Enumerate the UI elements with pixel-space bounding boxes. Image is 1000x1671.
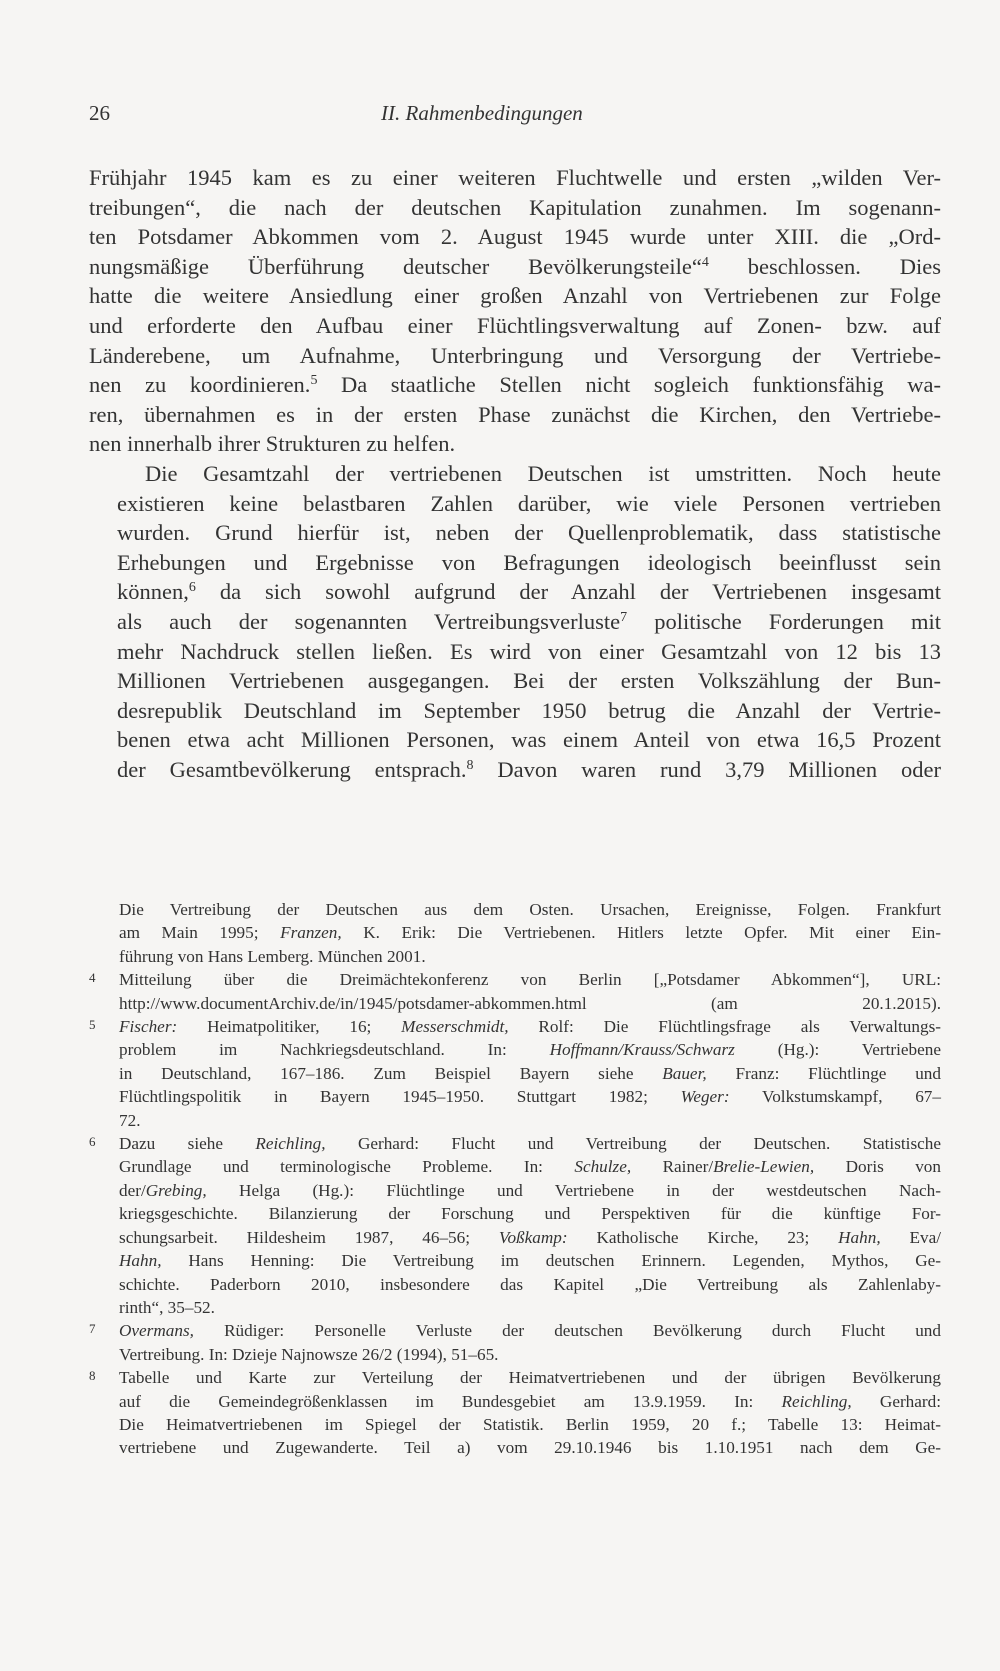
footnote-continuation — [89, 898, 941, 968]
footnote-line: Mitteilung über die Dreimächtekonferenz von Berlin [„Potsdamer Abkommen“], URL: — [119, 970, 941, 990]
text-line: mehr Nachdruck stellen ließen. Es wird von einer Gesamtzahl von 12 bis 13 — [117, 638, 941, 664]
text-line: treibungen“, die nach der deutschen Kapitulation zunahmen. Im sogenann- — [89, 194, 941, 220]
paragraph-1 — [89, 163, 941, 459]
footnote-number: 6 — [89, 1134, 96, 1150]
footnote-6 — [89, 1132, 941, 1319]
footnote-8 — [89, 1366, 941, 1460]
text-line: Erhebungen und Ergebnisse von Befragungen ideologisch beeinflusst sein — [117, 549, 941, 575]
text-line: benen etwa acht Millionen Personen, was einem Anteil von etwa 16,5 Prozent — [117, 727, 941, 753]
footnote-line: Overmans, Rüdiger: Personelle Verluste der deutschen Bevölkerung durch Flucht und — [119, 1321, 941, 1341]
page-header — [89, 98, 941, 128]
footnote-number: 4 — [89, 970, 96, 986]
text-line: wurden. Grund hierfür ist, neben der Quellenproblematik, dass statistische — [117, 520, 941, 546]
footnote-ref-6[interactable]: 6 — [188, 580, 196, 596]
text-line: können,$^6$ da sich sowohl aufgrund der Anzahl der Vertriebenen insgesamt — [117, 579, 941, 605]
text-line: nen zu koordinieren.$^5$ Da staatliche Stellen nicht sogleich funktionsfähig wa- — [89, 372, 941, 398]
running-head: II. Rahmenbedingungen — [381, 101, 583, 125]
page-number: 26 — [89, 101, 110, 125]
footnote-line: Die Vertreibung der Deutschen aus dem Osten. Ursachen, Ereignisse, Folgen. Frankfurt — [119, 900, 941, 919]
footnote-line: schungsarbeit. Hildesheim 1987, 46–56; Voßkamp: Katholische Kirche, 23; Hahn, Eva/ — [119, 1227, 941, 1247]
footnote-line: in Deutschland, 167–186. Zum Beispiel Bayern siehe Bauer, Franz: Flüchtlinge und — [119, 1063, 941, 1083]
footnote-line: http://www.documentArchiv.de/in/1945/potsdamer-abkommen.html (am 20.1.2015). — [119, 993, 941, 1013]
footnote-number: 8 — [89, 1368, 96, 1384]
text-line: nen innerhalb ihrer Strukturen zu helfen. — [89, 431, 456, 457]
footnote-line: rinth“, 35–52. — [119, 1297, 215, 1317]
footnote-number: 7 — [89, 1321, 96, 1337]
footnote-line: Tabelle und Karte zur Verteilung der Heimatvertriebenen und der übrigen Bevölkerung — [119, 1368, 941, 1388]
footnote-7 — [89, 1319, 941, 1366]
footnote-line: Grundlage und terminologische Probleme. In: Schulze, Rainer/Brelie-Lewien, Doris von — [119, 1157, 941, 1177]
footnote-line: führung von Hans Lemberg. München 2001. — [119, 946, 426, 966]
footnote-line: am Main 1995; Franzen, K. Erik: Die Vertriebenen. Hitlers letzte Opfer. Mit einer Ein- — [119, 923, 942, 943]
footnote-ref-7[interactable]: 7 — [620, 609, 628, 625]
text-line: als auch der sogenannten Vertreibungsverluste$^7$ politische Forderungen mit — [117, 608, 941, 634]
footnotes — [89, 898, 941, 1460]
footnote-4 — [89, 968, 941, 1015]
footnote-ref-4[interactable]: 4 — [701, 254, 709, 270]
text-line: desrepublik Deutschland im September 1950 betrug die Anzahl der Vertrie- — [117, 697, 941, 723]
footnote-line: Fischer: Heimatpolitiker, 16; Messerschmidt, Rolf: Die Flüchtlingsfrage als Verwaltungs- — [119, 1017, 941, 1037]
paragraph-2 — [89, 459, 941, 785]
footnote-line: vertriebene und Zugewanderte. Teil a) vom 29.10.1946 bis 1.10.1951 nach dem Ge- — [119, 1438, 941, 1458]
text-line: Frühjahr 1945 kam es zu einer weiteren Fluchtwelle und ersten „wilden Ver- — [89, 165, 941, 190]
text-line: ren, übernahmen es in der ersten Phase zunächst die Kirchen, den Vertriebe- — [89, 401, 941, 427]
footnote-line: Flüchtlingspolitik in Bayern 1945–1950. Stuttgart 1982; Weger: Volkstumskampf, 67– — [119, 1087, 941, 1107]
text-line: Die Gesamtzahl der vertriebenen Deutschen ist umstritten. Noch heute — [145, 460, 941, 486]
body-text — [89, 163, 941, 784]
text-line: Länderebene, um Aufnahme, Unterbringung und Versorgung der Vertriebe- — [89, 342, 941, 368]
footnote-number: 5 — [89, 1017, 96, 1033]
text-line: Millionen Vertriebenen ausgegangen. Bei der ersten Volkszählung der Bun- — [117, 668, 941, 694]
footnote-line: kriegsgeschichte. Bilanzierung der Forschung und Perspektiven für die künftige For- — [119, 1204, 941, 1224]
text-line: hatte die weitere Ansiedlung einer großen Anzahl von Vertriebenen zur Folge — [89, 283, 941, 309]
footnote-ref-5[interactable]: 5 — [310, 373, 318, 389]
text-line: nungsmäßige Überführung deutscher Bevölkerungsteile“$^4$ beschlossen. Dies — [89, 253, 941, 279]
footnote-line: Dazu siehe Reichling, Gerhard: Flucht und Vertreibung der Deutschen. Statistische — [119, 1134, 941, 1154]
text-line: und erforderte den Aufbau einer Flüchtlingsverwaltung auf Zonen- bzw. auf — [89, 312, 941, 338]
footnote-5 — [89, 1015, 941, 1132]
footnote-line: Vertreibung. In: Dzieje Najnowsze 26/2 (1994), 51–65. — [119, 1344, 499, 1364]
footnote-line: Hahn, Hans Henning: Die Vertreibung im deutschen Erinnern. Legenden, Mythos, Ge- — [119, 1251, 941, 1271]
footnote-line: Die Heimatvertriebenen im Spiegel der Statistik. Berlin 1959, 20 f.; Tabelle 13: Heimat- — [119, 1414, 941, 1434]
text-line: ten Potsdamer Abkommen vom 2. August 1945 wurde unter XIII. die „Ord- — [89, 224, 941, 250]
footnote-ref-8[interactable]: 8 — [466, 757, 474, 773]
footnote-line: schichte. Paderborn 2010, insbesondere das Kapitel „Die Vertreibung als Zahlenlaby- — [119, 1274, 941, 1294]
footnote-line: der/Grebing, Helga (Hg.): Flüchtlinge und Vertriebene in der westdeutschen Nach- — [119, 1180, 941, 1200]
footnote-line: problem im Nachkriegsdeutschland. In: Hoffmann/Krauss/Schwarz (Hg.): Vertriebene — [119, 1040, 941, 1060]
text-line: der Gesamtbevölkerung entsprach.$^8$ Davon waren rund 3,79 Millionen oder — [117, 756, 941, 782]
text-line: existieren keine belastbaren Zahlen darüber, wie viele Personen vertrieben — [117, 490, 941, 516]
footnote-line: auf die Gemeindegrößenklassen im Bundesgebiet am 13.9.1959. In: Reichling, Gerhard: — [119, 1391, 941, 1411]
footnote-line: 72. — [119, 1110, 141, 1130]
